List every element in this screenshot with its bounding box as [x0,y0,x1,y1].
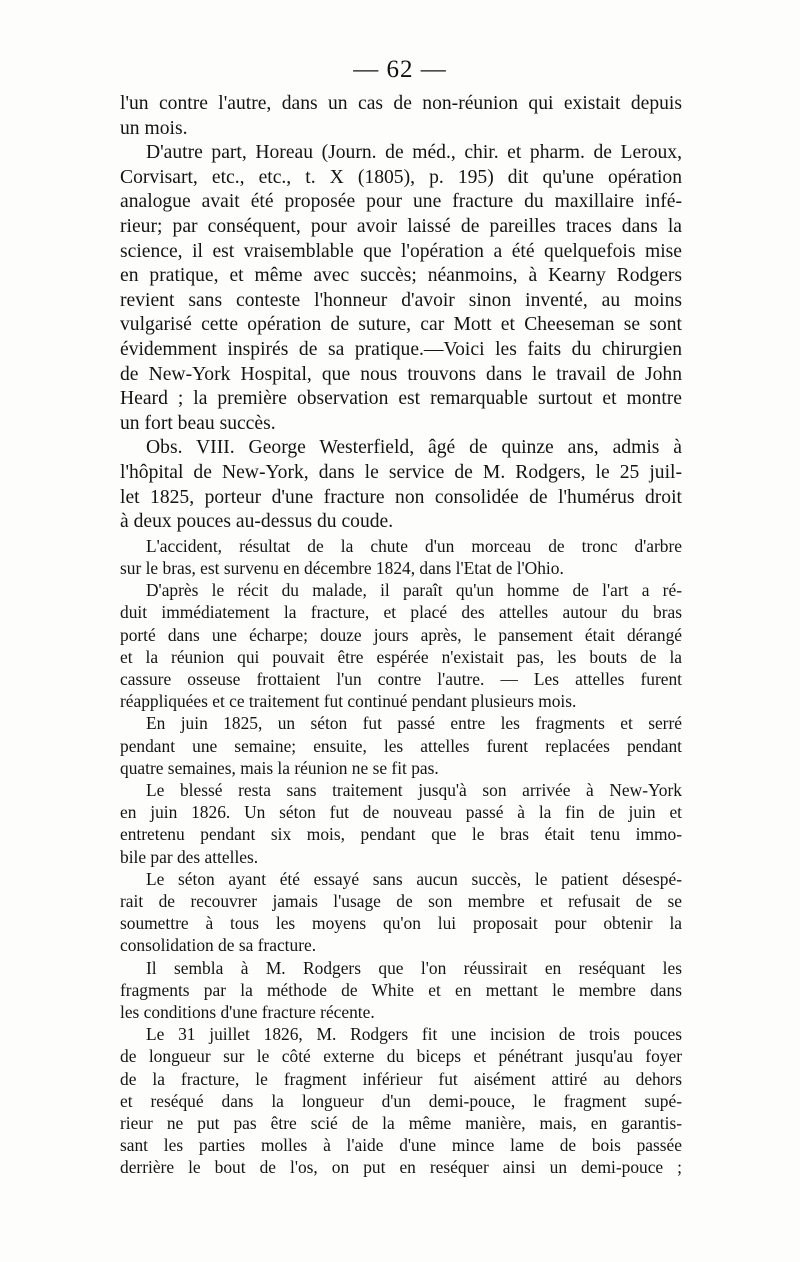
small-text-line: Le séton ayant été essayé sans aucun succès, le patient désespé- [146,868,682,889]
observation-line: let 1825, porteur d'une fracture non consolidée de l'humérus droit [120,486,682,508]
small-text-line: de longueur sur le côté externe du biceps et pénétrant jusqu'au foyer [120,1046,682,1067]
small-text-line: les conditions d'une fracture récente. [120,1001,375,1022]
small-text-line: bile par des attelles. [120,846,259,867]
small-text-line: derrière le bout de l'os, on put en reséquer ainsi un demi-pouce ; [120,1157,682,1178]
observation-line: à deux pouces au-dessus du coude. [120,511,394,533]
text-line: D'autre part, Horeau (Journ. de méd., chir. et pharm. de Leroux, [146,142,682,164]
small-text-line: pendant une semaine; ensuite, les attelles furent replacées pendant [120,735,682,756]
small-text-line: L'accident, résultat de la chute d'un morceau de tronc d'arbre [146,535,682,556]
text-line: un mois. [120,117,188,139]
text-line: un fort beau succès. [120,412,276,434]
small-text-line: duit immédiatement la fracture, et placé des attelles autour du bras [120,602,682,623]
small-text-line: réappliquées et ce traitement fut continué pendant plusieurs mois. [120,691,577,712]
small-text-line: en juin 1826. Un séton fut de nouveau passé à la fin de juin et [120,802,682,823]
small-text-line: cassure osseuse frottaient l'un contre l'autre. — Les attelles furent [120,668,682,689]
small-text-line: sant les parties molles à l'aide d'une mince lame de bois passée [120,1135,682,1156]
small-text-line: entretenu pendant six mois, pendant que le bras était tenu immo- [120,824,682,845]
small-text-line: de la fracture, le fragment inférieur fut aisément attiré au dehors [120,1068,682,1089]
text-line: en pratique, et même avec succès; néanmoins, à Kearny Rodgers [120,265,682,287]
small-text-line: rieur ne put pas être scié de la même manière, mais, en garantis- [120,1112,682,1133]
text-line: l'un contre l'autre, dans un cas de non-réunion qui existait depuis [120,93,682,114]
text-line: rieur; par conséquent, pour avoir laissé de pareilles traces dans la [120,215,682,237]
observation-line: l'hôpital de New-York, dans le service de M. Rodgers, le 25 juil- [120,461,682,483]
small-text-line: soumettre à tous les moyens qu'on lui proposait pour obtenir la [120,913,682,934]
small-text-line: Il sembla à M. Rodgers que l'on réussirait en reséquant les [146,957,682,978]
text-line: Corvisart, etc., etc., t. X (1805), p. 195) dit qu'une opération [120,166,682,188]
small-text-line: D'après le récit du malade, il paraît qu'un homme de l'art a ré- [146,580,682,601]
small-text-line: quatre semaines, mais la réunion ne se fit pas. [120,757,439,778]
text-line: analogue avait été proposée pour une fracture du maxillaire infé- [120,191,682,213]
small-text-line: rait de recouvrer jamais l'usage de son membre et refusait de se [120,890,682,911]
small-text-line: porté dans une écharpe; douze jours après, le pansement était dérangé [120,624,682,645]
text-line: vulgarisé cette opération de suture, car Mott et Cheeseman se sont [120,314,682,336]
small-text-line: et reséqué dans la longueur d'un demi-pouce, le fragment supé- [120,1090,682,1111]
observation-line: Obs. VIII. George Westerfield, âgé de quinze ans, admis à [146,437,682,459]
page-text [120,92,682,1179]
small-text-line: et la réunion qui pouvait être espérée n'existait pas, les bouts de la [120,646,682,667]
text-line: Heard ; la première observation est remarquable surtout et montre [120,388,682,410]
text-line: science, il est vraisemblable que l'opération a été quelquefois mise [120,240,682,262]
page-number: — 62 — [353,56,447,83]
text-line: de New-York Hospital, que nous trouvons dans le travail de John [120,363,682,385]
small-text-line: Le 31 juillet 1826, M. Rodgers fit une incision de trois pouces [146,1024,682,1045]
small-text-line: En juin 1825, un séton fut passé entre les fragments et serré [146,713,682,734]
small-text-line: Le blessé resta sans traitement jusqu'à son arrivée à New-York [146,779,682,800]
small-text-line: sur le bras, est survenu en décembre 1824, dans l'Etat de l'Ohio. [120,557,564,578]
small-text-line: consolidation de sa fracture. [120,935,317,956]
small-text-line: fragments par la méthode de White et en mettant le membre dans [120,979,682,1000]
text-line: revient sans conteste l'honneur d'avoir sinon inventé, au moins [120,289,682,311]
text-line: évidemment inspirés de sa pratique.—Voici les faits du chirurgien [120,338,682,360]
